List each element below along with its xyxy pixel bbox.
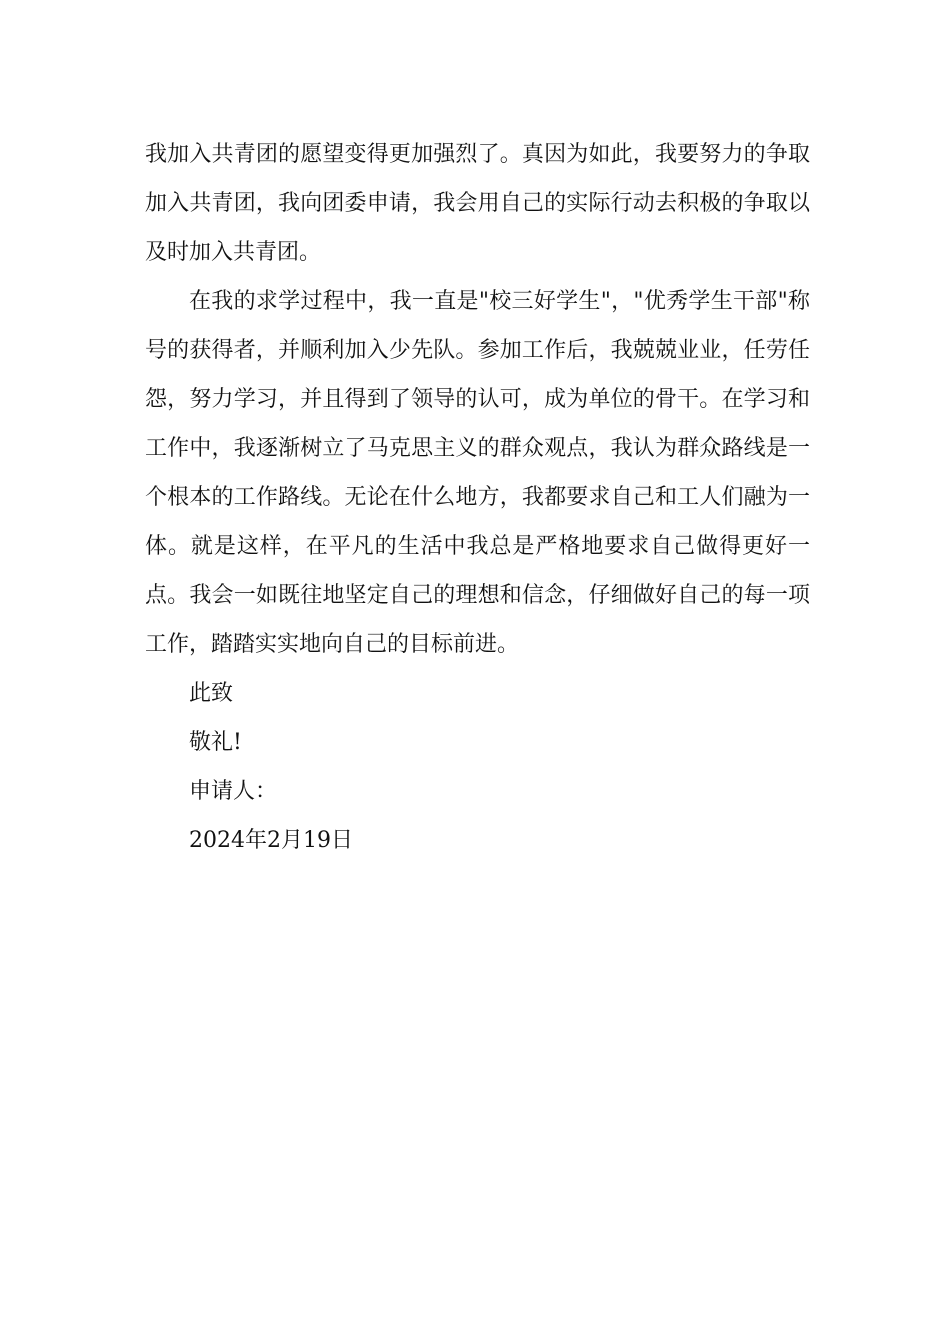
closing-salutation: 此致: [189, 681, 234, 706]
document-body: [145, 130, 810, 865]
applicant-label: 申请人：: [189, 779, 278, 804]
paragraph-background: 在我的求学过程中，我一直是"校三好学生"，"优秀学生干部"称号的获得者，并顺利加入少先队。参加工作后，我兢兢业业，任劳任怨，努力学习，并且得到了领导的认可，成为单位的骨干。在学习和工作中，我逐渐树立了马克思主义的群众观点，我认为群众路线是一个根本的工作路线。无论在什么地方，我都要求自己和工人们融为一体。就是这样，在平凡的生活中我总是严格地要求自己做得更好一点。我会一如既往地坚定自己的理想和信念，仔细做好自己的每一项工作，踏踏实实地向自己的目标前进。: [145, 289, 810, 657]
paragraph-continuation: 我加入共青团的愿望变得更加强烈了。真因为如此，我要努力的争取加入共青团，我向团委申请，我会用自己的实际行动去积极的争取以及时加入共青团。: [145, 142, 810, 265]
closing-regards: 敬礼!: [189, 730, 242, 755]
signature-date: 2024年2月19日: [189, 828, 353, 853]
